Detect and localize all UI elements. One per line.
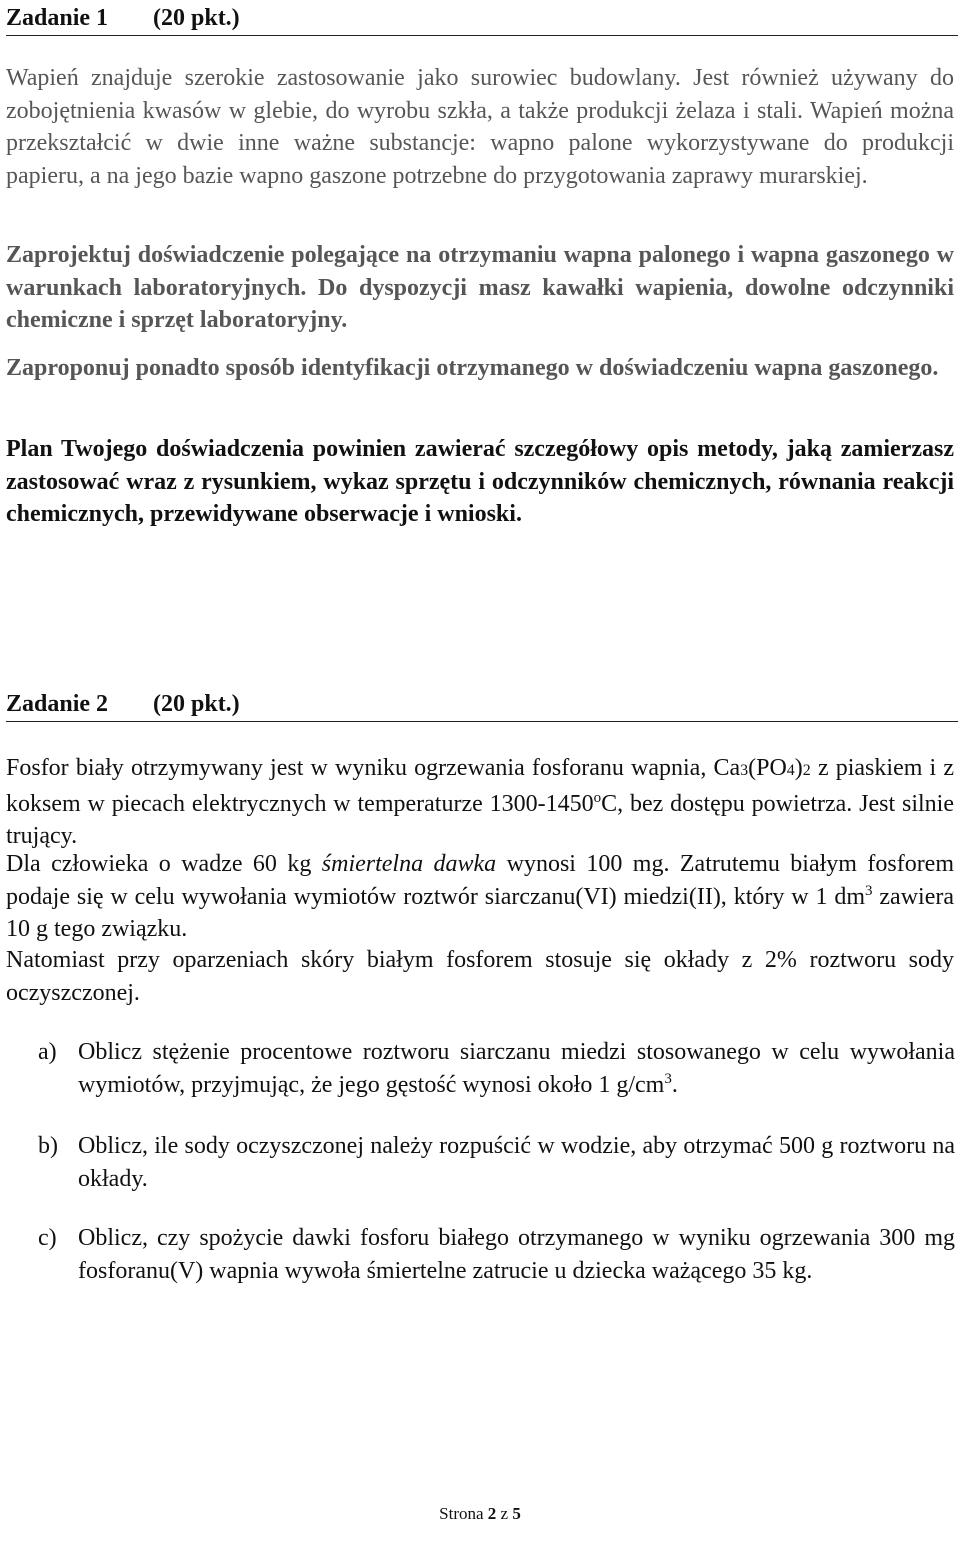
p1-text-c: ) <box>794 755 803 781</box>
footer-prefix: Strona <box>439 1504 488 1523</box>
question-a-sup: 3 <box>664 1070 672 1087</box>
p2-text-a: Dla człowieka o wadze 60 kg <box>6 851 322 877</box>
footer-current-page: 2 <box>487 1504 497 1523</box>
task-2-paragraph-3: Natomiast przy oparzeniach skóry białym fosforem stosuje się okłady z 2% roztworu sody oczyszczonej. <box>6 947 954 1006</box>
p2-cube-sup: 3 <box>865 882 873 899</box>
footer-total-pages: 5 <box>512 1504 521 1523</box>
p1-sub-1: 3 <box>740 762 749 779</box>
question-c: Oblicz, czy spożycie dawki fosforu białego otrzymanego w wyniku ogrzewania 300 mg fosforanu(V) wapnia wywoła śmiertelne zatrucie u dziecka ważącego 35 kg. <box>78 1225 955 1284</box>
p1-text-a: Fosfor biały otrzymywany jest w wyniku ogrzewania fosforanu wapnia, Ca <box>6 755 741 781</box>
p2-lethal-dose: śmiertelna dawka <box>321 851 497 877</box>
footer-middle: z <box>496 1504 513 1523</box>
p1-text-e: C, bez dostępu powietrza. Jest silnie trujący. <box>6 790 954 849</box>
p1-sub-2: 4 <box>786 762 795 779</box>
question-a-end: . <box>671 1071 678 1098</box>
task-2-paragraph-1 <box>6 752 954 853</box>
question-b: Oblicz, ile sody oczyszczonej należy rozpuścić w wodzie, aby otrzymać 500 g roztworu na okłady. <box>78 1133 955 1192</box>
question-a-text: Oblicz stężenie procentowe roztworu siarczanu miedzi stosowanego w celu wywołania wymiotów, przyjmując, że jego gęstość wynosi około 1 g/cm <box>78 1039 955 1098</box>
page-footer <box>0 1503 960 1525</box>
p1-degree-sup: o <box>593 789 602 806</box>
task-2-title: Zadanie 2 <box>6 691 109 717</box>
question-a-label: a) <box>38 1039 57 1065</box>
task-1-design-instruction: Zaprojektuj doświadczenie polegające na otrzymaniu wapna palonego i wapna gaszonego w warunkach laboratoryjnych. Do dyspozycji masz kawałki wapienia, dowolne odczynniki chemiczne i sprzęt laboratoryjny. <box>6 242 954 333</box>
task-1-header <box>6 4 958 36</box>
task-2-points: (20 pkt.) <box>153 691 240 717</box>
question-a <box>78 1036 955 1101</box>
question-b-label: b) <box>38 1133 58 1159</box>
p1-sub-3: 2 <box>802 762 811 779</box>
p1-text-d: z piaskiem i z koksem w piecach elektrycznych w temperaturze 1300-1450 <box>6 755 954 817</box>
task-1-intro: Wapień znajduje szerokie zastosowanie jako surowiec budowlany. Jest również używany do zobojętnienia kwasów w glebie, do wyrobu szkła, a także produkcji żelaza i stali. Wapień można przekształcić w dwie inne ważne substancje: wapno palone wykorzystywane do produkcji papieru, a na jego bazie wapno gaszone potrzebne do przygotowania zaprawy murarskiej. <box>6 65 954 189</box>
task-1-identify-instruction: Zaproponuj ponadto sposób identyfikacji otrzymanego w doświadczeniu wapna gaszonego. <box>6 355 939 381</box>
task-1-title: Zadanie 1 <box>6 5 109 31</box>
p2-text-c: zawiera 10 g tego związku. <box>6 883 955 942</box>
p1-text-b: (PO <box>748 755 787 781</box>
task-1-plan-requirements: Plan Twojego doświadczenia powinien zawierać szczegółowy opis metody, jaką zamierzasz zastosować wraz z rysunkiem, wykaz sprzętu i odczynników chemicznych, równania reakcji chemicznych, przewidywane obserwacje i wnioski. <box>6 436 954 527</box>
task-2-paragraph-2 <box>6 848 954 946</box>
question-c-label: c) <box>38 1225 57 1251</box>
task-2-header <box>6 690 958 722</box>
task-1-points: (20 pkt.) <box>153 5 240 31</box>
p2-text-b: wynosi 100 mg. Zatrutemu białym fosforem podaje się w celu wywołania wymiotów roztwór siarczanu(VI) miedzi(II), który w 1 dm <box>6 851 955 910</box>
